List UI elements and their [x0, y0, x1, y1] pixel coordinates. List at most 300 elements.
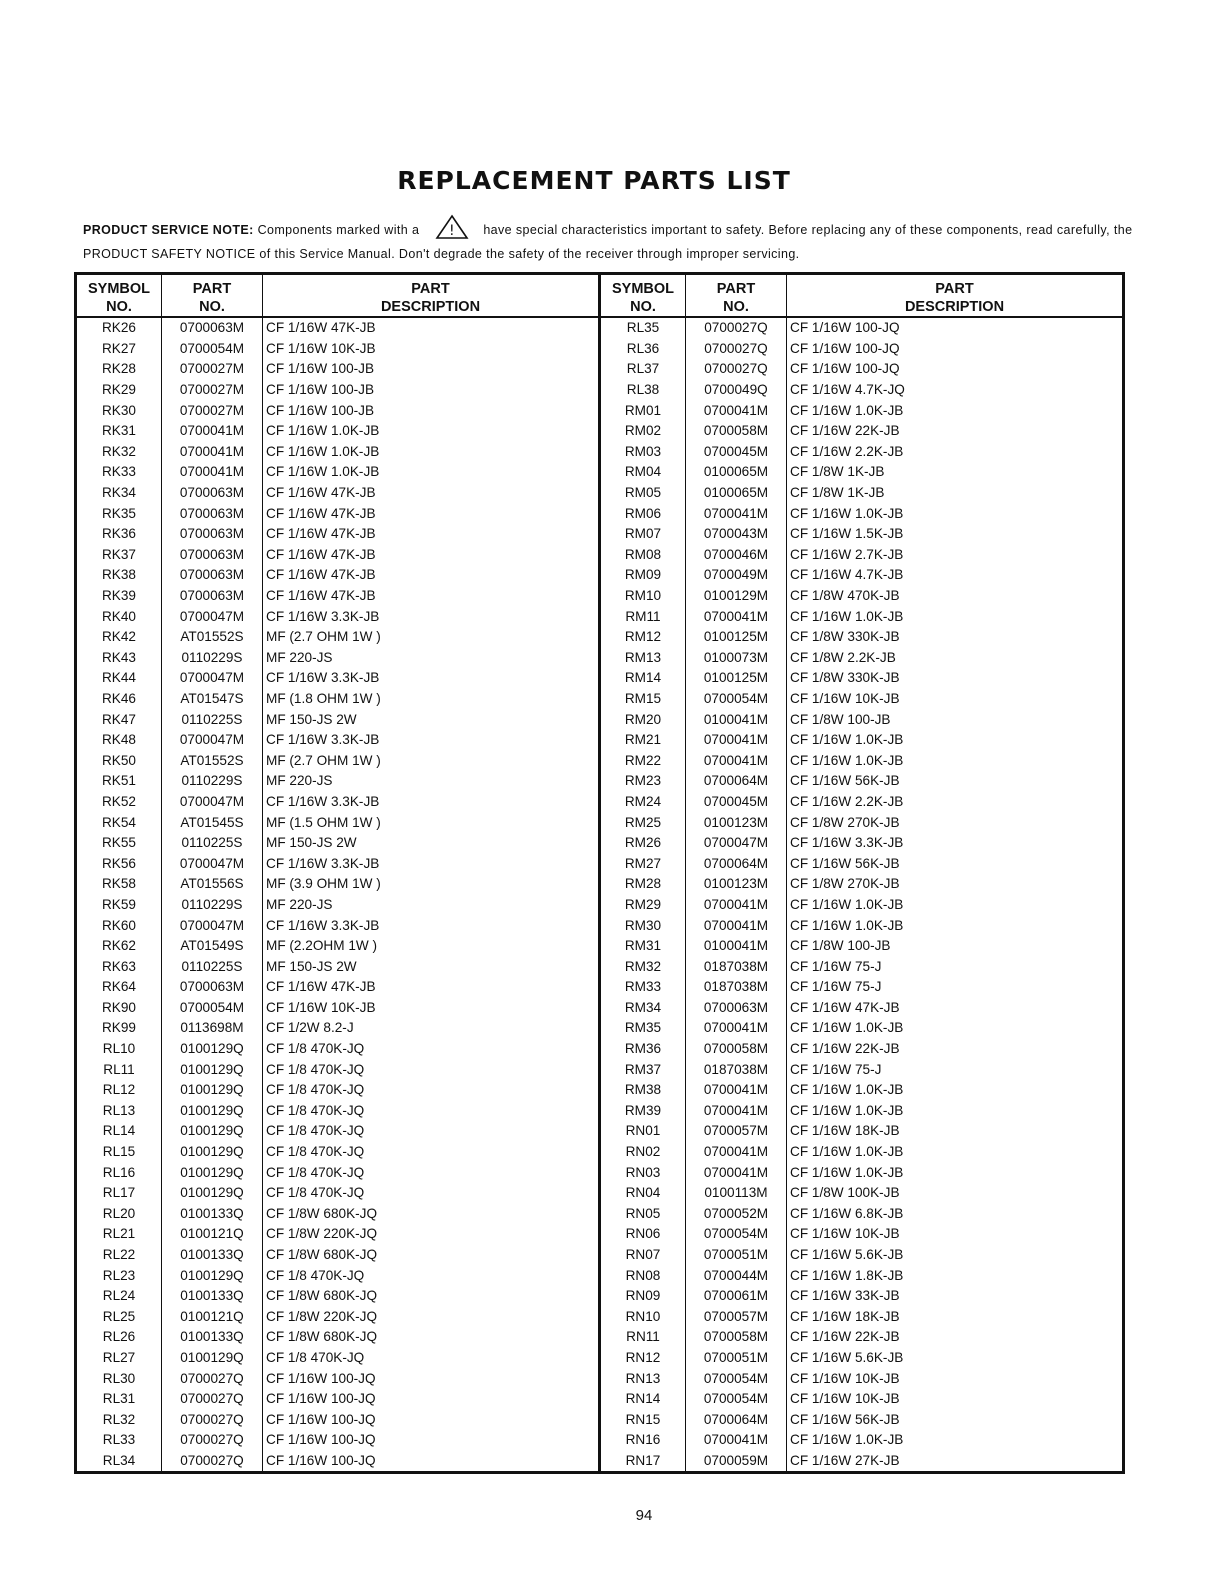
part-number-cell: 0110229S — [162, 771, 263, 792]
symbol-cell: RK37 — [76, 545, 162, 566]
symbol-cell: RL35 — [600, 317, 686, 339]
description-cell: CF 1/16W 10K-JB — [263, 998, 600, 1019]
part-number-cell: 0187038M — [686, 977, 787, 998]
part-number-cell: 0100129Q — [162, 1101, 263, 1122]
part-number-cell: 0100133Q — [162, 1204, 263, 1225]
part-number-cell: 0700041M — [686, 400, 787, 421]
part-number-cell: 0700051M — [686, 1348, 787, 1369]
header-part-no: PART NO. — [162, 274, 263, 318]
symbol-cell: RM37 — [600, 1059, 686, 1080]
description-cell: CF 1/16W 22K-JB — [787, 1039, 1124, 1060]
description-cell: MF 220-JS — [263, 895, 600, 916]
table-row — [76, 1327, 1124, 1348]
part-number-cell: 0700041M — [686, 750, 787, 771]
symbol-cell: RL36 — [600, 339, 686, 360]
part-number-cell: 0700041M — [686, 1018, 787, 1039]
table-row — [76, 1307, 1124, 1328]
part-number-cell: 0110229S — [162, 895, 263, 916]
symbol-cell: RM15 — [600, 689, 686, 710]
symbol-cell: RK56 — [76, 853, 162, 874]
description-cell: CF 1/8W 680K-JQ — [263, 1245, 600, 1266]
table-row — [76, 668, 1124, 689]
part-number-cell: 0700041M — [686, 915, 787, 936]
symbol-cell: RM03 — [600, 442, 686, 463]
description-cell: CF 1/16W 1.0K-JB — [787, 1101, 1124, 1122]
description-cell: CF 1/16W 1.0K-JB — [787, 750, 1124, 771]
description-cell: CF 1/16W 100-JQ — [263, 1451, 600, 1473]
table-row — [76, 1204, 1124, 1225]
symbol-cell: RL11 — [76, 1059, 162, 1080]
warning-triangle-icon — [435, 214, 469, 245]
table-row — [76, 1265, 1124, 1286]
symbol-cell: RM25 — [600, 812, 686, 833]
page-title: REPLACEMENT PARTS LIST — [397, 166, 791, 195]
description-cell: CF 1/16W 47K-JB — [263, 565, 600, 586]
table-row — [76, 853, 1124, 874]
symbol-cell: RM22 — [600, 750, 686, 771]
symbol-cell: RM21 — [600, 730, 686, 751]
description-cell: CF 1/8 470K-JQ — [263, 1265, 600, 1286]
part-number-cell: 0700041M — [162, 421, 263, 442]
description-cell: CF 1/16W 1.0K-JB — [263, 462, 600, 483]
symbol-cell: RK29 — [76, 380, 162, 401]
symbol-cell: RM13 — [600, 648, 686, 669]
table-row — [76, 812, 1124, 833]
symbol-cell: RN10 — [600, 1307, 686, 1328]
symbol-cell: RL38 — [600, 380, 686, 401]
part-number-cell: 0100129Q — [162, 1348, 263, 1369]
table-row — [76, 1142, 1124, 1163]
table-row — [76, 1121, 1124, 1142]
description-cell: CF 1/8W 470K-JB — [787, 586, 1124, 607]
symbol-cell: RN03 — [600, 1162, 686, 1183]
part-number-cell: 0700027Q — [686, 339, 787, 360]
description-cell: CF 1/16W 1.0K-JB — [787, 1080, 1124, 1101]
description-cell: MF (2.7 OHM 1W ) — [263, 750, 600, 771]
table-row — [76, 400, 1124, 421]
description-cell: CF 1/8W 270K-JB — [787, 874, 1124, 895]
symbol-cell: RN08 — [600, 1265, 686, 1286]
table-row — [76, 339, 1124, 360]
description-cell: CF 1/16W 75-J — [787, 956, 1124, 977]
svg-text:!: ! — [449, 223, 456, 239]
description-cell: CF 1/16W 75-J — [787, 1059, 1124, 1080]
description-cell: CF 1/16W 1.0K-JB — [787, 895, 1124, 916]
description-cell: CF 1/16W 47K-JB — [263, 524, 600, 545]
part-number-cell: 0700063M — [686, 998, 787, 1019]
symbol-cell: RM05 — [600, 483, 686, 504]
part-number-cell: AT01556S — [162, 874, 263, 895]
symbol-cell: RL14 — [76, 1121, 162, 1142]
part-number-cell: 0700058M — [686, 1327, 787, 1348]
description-cell: CF 1/16W 47K-JB — [263, 483, 600, 504]
part-number-cell: 0700041M — [162, 442, 263, 463]
symbol-cell: RN13 — [600, 1368, 686, 1389]
symbol-cell: RM30 — [600, 915, 686, 936]
table-row — [76, 833, 1124, 854]
description-cell: CF 1/8 470K-JQ — [263, 1039, 600, 1060]
symbol-cell: RK50 — [76, 750, 162, 771]
symbol-cell: RK43 — [76, 648, 162, 669]
symbol-cell: RM11 — [600, 606, 686, 627]
symbol-cell: RK38 — [76, 565, 162, 586]
table-row — [76, 1224, 1124, 1245]
symbol-cell: RK60 — [76, 915, 162, 936]
description-cell: CF 1/16W 3.3K-JB — [263, 915, 600, 936]
description-cell: CF 1/16W 5.6K-JB — [787, 1348, 1124, 1369]
symbol-cell: RN05 — [600, 1204, 686, 1225]
symbol-cell: RN11 — [600, 1327, 686, 1348]
symbol-cell: RK63 — [76, 956, 162, 977]
symbol-cell: RM12 — [600, 627, 686, 648]
table-row — [76, 915, 1124, 936]
part-number-cell: 0700041M — [686, 1080, 787, 1101]
part-number-cell: 0100129Q — [162, 1080, 263, 1101]
part-number-cell: 0700059M — [686, 1451, 787, 1473]
part-number-cell: AT01545S — [162, 812, 263, 833]
part-number-cell: 0700027Q — [162, 1451, 263, 1473]
part-number-cell: 0700063M — [162, 503, 263, 524]
description-cell: CF 1/8 470K-JQ — [263, 1142, 600, 1163]
table-row — [76, 730, 1124, 751]
table-row — [76, 483, 1124, 504]
table-row — [76, 1245, 1124, 1266]
symbol-cell: RL32 — [76, 1409, 162, 1430]
symbol-cell: RL13 — [76, 1101, 162, 1122]
symbol-cell: RL27 — [76, 1348, 162, 1369]
description-cell: CF 1/16W 100-JQ — [787, 339, 1124, 360]
part-number-cell: 0100123M — [686, 874, 787, 895]
description-cell: MF (2.7 OHM 1W ) — [263, 627, 600, 648]
symbol-cell: RM06 — [600, 503, 686, 524]
symbol-cell: RK35 — [76, 503, 162, 524]
part-number-cell: AT01549S — [162, 936, 263, 957]
symbol-cell: RM28 — [600, 874, 686, 895]
part-number-cell: 0100129Q — [162, 1142, 263, 1163]
description-cell: CF 1/16W 10K-JB — [787, 1368, 1124, 1389]
table-row — [76, 442, 1124, 463]
table-row — [76, 627, 1124, 648]
symbol-cell: RM26 — [600, 833, 686, 854]
part-number-cell: 0700049Q — [686, 380, 787, 401]
part-number-cell: 0100113M — [686, 1183, 787, 1204]
part-number-cell: 0700027Q — [162, 1389, 263, 1410]
symbol-cell: RM33 — [600, 977, 686, 998]
symbol-cell: RM32 — [600, 956, 686, 977]
table-row — [76, 1348, 1124, 1369]
description-cell: CF 1/16W 56K-JB — [787, 771, 1124, 792]
symbol-cell: RK39 — [76, 586, 162, 607]
part-number-cell: AT01552S — [162, 750, 263, 771]
table-row — [76, 709, 1124, 730]
description-cell: CF 1/16W 3.3K-JB — [787, 833, 1124, 854]
symbol-cell: RM02 — [600, 421, 686, 442]
symbol-cell: RL10 — [76, 1039, 162, 1060]
symbol-cell: RL12 — [76, 1080, 162, 1101]
symbol-cell: RK46 — [76, 689, 162, 710]
symbol-cell: RK99 — [76, 1018, 162, 1039]
description-cell: MF 150-JS 2W — [263, 709, 600, 730]
description-cell: CF 1/16W 3.3K-JB — [263, 606, 600, 627]
symbol-cell: RK30 — [76, 400, 162, 421]
description-cell: CF 1/16W 100-JQ — [263, 1430, 600, 1451]
table-row — [76, 586, 1124, 607]
symbol-cell: RM34 — [600, 998, 686, 1019]
table-row — [76, 1039, 1124, 1060]
description-cell: CF 1/16W 56K-JB — [787, 1409, 1124, 1430]
description-cell: CF 1/16W 22K-JB — [787, 421, 1124, 442]
description-cell: CF 1/8W 270K-JB — [787, 812, 1124, 833]
symbol-cell: RK90 — [76, 998, 162, 1019]
description-cell: MF (2.2OHM 1W ) — [263, 936, 600, 957]
table-row — [76, 1018, 1124, 1039]
symbol-cell: RN09 — [600, 1286, 686, 1307]
description-cell: CF 1/16W 4.7K-JB — [787, 565, 1124, 586]
part-number-cell: 0700047M — [162, 792, 263, 813]
symbol-cell: RK31 — [76, 421, 162, 442]
table-row — [76, 1183, 1124, 1204]
symbol-cell: RL31 — [76, 1389, 162, 1410]
description-cell: CF 1/16W 100-JB — [263, 400, 600, 421]
product-service-note — [83, 214, 1143, 263]
description-cell: CF 1/16W 100-JQ — [263, 1409, 600, 1430]
description-cell: CF 1/16W 100-JQ — [787, 359, 1124, 380]
symbol-cell: RN04 — [600, 1183, 686, 1204]
symbol-cell: RK47 — [76, 709, 162, 730]
description-cell: CF 1/16W 2.7K-JB — [787, 545, 1124, 566]
description-cell: CF 1/16W 3.3K-JB — [263, 792, 600, 813]
table-header-row — [76, 274, 1124, 318]
description-cell: CF 1/16W 56K-JB — [787, 853, 1124, 874]
part-number-cell: 0100065M — [686, 462, 787, 483]
description-cell: CF 1/16W 100-JB — [263, 359, 600, 380]
note-text-after-icon: have special characteristics important to safety. Before replacing any of these components, read carefully, the PRODUCT SAFETY NOTICE of this Service Manual. Don't degrade the safety of the receiver through improper servicing. — [83, 223, 1133, 261]
table-row — [76, 524, 1124, 545]
symbol-cell: RM31 — [600, 936, 686, 957]
symbol-cell: RK64 — [76, 977, 162, 998]
description-cell: CF 1/16W 2.2K-JB — [787, 792, 1124, 813]
part-number-cell: 0700054M — [686, 1389, 787, 1410]
symbol-cell: RL25 — [76, 1307, 162, 1328]
description-cell: CF 1/16W 100-JQ — [787, 317, 1124, 339]
part-number-cell: 0700054M — [162, 998, 263, 1019]
parts-table-body — [76, 317, 1124, 1473]
part-number-cell: 0100129Q — [162, 1183, 263, 1204]
table-row — [76, 1080, 1124, 1101]
description-cell: CF 1/8W 100-JB — [787, 709, 1124, 730]
header-part-description: PART DESCRIPTION — [263, 274, 600, 318]
header-part-no: PART NO. — [686, 274, 787, 318]
table-row — [76, 1430, 1124, 1451]
part-number-cell: 0700045M — [686, 442, 787, 463]
table-row — [76, 750, 1124, 771]
symbol-cell: RK28 — [76, 359, 162, 380]
description-cell: CF 1/16W 10K-JB — [787, 1224, 1124, 1245]
description-cell: CF 1/8W 680K-JQ — [263, 1286, 600, 1307]
table-row — [76, 792, 1124, 813]
table-row — [76, 1162, 1124, 1183]
symbol-cell: RM09 — [600, 565, 686, 586]
part-number-cell: 0700063M — [162, 565, 263, 586]
part-number-cell: 0100133Q — [162, 1245, 263, 1266]
description-cell: CF 1/16W 1.0K-JB — [787, 915, 1124, 936]
symbol-cell: RK62 — [76, 936, 162, 957]
symbol-cell: RM14 — [600, 668, 686, 689]
part-number-cell: 0700027M — [162, 400, 263, 421]
description-cell: CF 1/8W 330K-JB — [787, 668, 1124, 689]
part-number-cell: 0700027Q — [162, 1409, 263, 1430]
description-cell: CF 1/16W 47K-JB — [787, 998, 1124, 1019]
table-row — [76, 689, 1124, 710]
description-cell: CF 1/8 470K-JQ — [263, 1348, 600, 1369]
part-number-cell: 0110229S — [162, 648, 263, 669]
part-number-cell: 0700051M — [686, 1245, 787, 1266]
symbol-cell: RK51 — [76, 771, 162, 792]
symbol-cell: RM07 — [600, 524, 686, 545]
description-cell: CF 1/8W 2.2K-JB — [787, 648, 1124, 669]
part-number-cell: 0700049M — [686, 565, 787, 586]
description-cell: CF 1/16W 3.3K-JB — [263, 853, 600, 874]
symbol-cell: RK44 — [76, 668, 162, 689]
symbol-cell: RL17 — [76, 1183, 162, 1204]
description-cell: CF 1/16W 100-JB — [263, 380, 600, 401]
description-cell: CF 1/16W 6.8K-JB — [787, 1204, 1124, 1225]
part-number-cell: 0100129Q — [162, 1162, 263, 1183]
header-symbol-no: SYMBOL NO. — [76, 274, 162, 318]
table-row — [76, 359, 1124, 380]
description-cell: CF 1/16W 47K-JB — [263, 503, 600, 524]
symbol-cell: RM35 — [600, 1018, 686, 1039]
part-number-cell: 0100041M — [686, 936, 787, 957]
part-number-cell: 0700057M — [686, 1307, 787, 1328]
part-number-cell: 0700054M — [686, 689, 787, 710]
description-cell: CF 1/16W 3.3K-JB — [263, 668, 600, 689]
symbol-cell: RL22 — [76, 1245, 162, 1266]
part-number-cell: 0700052M — [686, 1204, 787, 1225]
part-number-cell: 0700063M — [162, 586, 263, 607]
part-number-cell: 0100129Q — [162, 1121, 263, 1142]
part-number-cell: 0100129Q — [162, 1265, 263, 1286]
symbol-cell: RK32 — [76, 442, 162, 463]
symbol-cell: RM20 — [600, 709, 686, 730]
table-row — [76, 956, 1124, 977]
description-cell: CF 1/8W 330K-JB — [787, 627, 1124, 648]
part-number-cell: 0700027Q — [686, 317, 787, 339]
description-cell: MF 150-JS 2W — [263, 956, 600, 977]
description-cell: CF 1/16W 27K-JB — [787, 1451, 1124, 1473]
description-cell: CF 1/8 470K-JQ — [263, 1162, 600, 1183]
description-cell: CF 1/16W 1.5K-JB — [787, 524, 1124, 545]
symbol-cell: RK26 — [76, 317, 162, 339]
part-number-cell: 0700047M — [162, 730, 263, 751]
part-number-cell: 0700047M — [162, 606, 263, 627]
description-cell: CF 1/8W 1K-JB — [787, 483, 1124, 504]
part-number-cell: 0700046M — [686, 545, 787, 566]
part-number-cell: 0700027M — [162, 380, 263, 401]
symbol-cell: RM36 — [600, 1039, 686, 1060]
part-number-cell: 0700063M — [162, 545, 263, 566]
description-cell: MF (3.9 OHM 1W ) — [263, 874, 600, 895]
header-symbol-no: SYMBOL NO. — [600, 274, 686, 318]
description-cell: MF 220-JS — [263, 771, 600, 792]
replacement-parts-table — [74, 272, 1125, 1474]
description-cell: CF 1/16W 4.7K-JQ — [787, 380, 1124, 401]
symbol-cell: RM27 — [600, 853, 686, 874]
symbol-cell: RL16 — [76, 1162, 162, 1183]
part-number-cell: 0100041M — [686, 709, 787, 730]
part-number-cell: 0100073M — [686, 648, 787, 669]
part-number-cell: AT01552S — [162, 627, 263, 648]
symbol-cell: RL34 — [76, 1451, 162, 1473]
symbol-cell: RK40 — [76, 606, 162, 627]
description-cell: CF 1/16W 100-JQ — [263, 1389, 600, 1410]
description-cell: CF 1/8W 220K-JQ — [263, 1224, 600, 1245]
part-number-cell: 0700057M — [686, 1121, 787, 1142]
description-cell: CF 1/16W 3.3K-JB — [263, 730, 600, 751]
table-row — [76, 421, 1124, 442]
part-number-cell: 0700041M — [686, 895, 787, 916]
symbol-cell: RN16 — [600, 1430, 686, 1451]
table-row — [76, 317, 1124, 339]
table-row — [76, 380, 1124, 401]
description-cell: CF 1/16W 1.0K-JB — [787, 400, 1124, 421]
symbol-cell: RL33 — [76, 1430, 162, 1451]
symbol-cell: RK48 — [76, 730, 162, 751]
description-cell: CF 1/16W 1.0K-JB — [787, 1142, 1124, 1163]
part-number-cell: 0700054M — [686, 1368, 787, 1389]
table-row — [76, 503, 1124, 524]
table-row — [76, 771, 1124, 792]
symbol-cell: RL24 — [76, 1286, 162, 1307]
description-cell: CF 1/2W 8.2-J — [263, 1018, 600, 1039]
description-cell: CF 1/16W 1.0K-JB — [263, 421, 600, 442]
symbol-cell: RN02 — [600, 1142, 686, 1163]
part-number-cell: 0187038M — [686, 956, 787, 977]
symbol-cell: RM23 — [600, 771, 686, 792]
part-number-cell: 0100121Q — [162, 1224, 263, 1245]
description-cell: MF 150-JS 2W — [263, 833, 600, 854]
symbol-cell: RN15 — [600, 1409, 686, 1430]
table-row — [76, 1286, 1124, 1307]
part-number-cell: 0100121Q — [162, 1307, 263, 1328]
symbol-cell: RL15 — [76, 1142, 162, 1163]
symbol-cell: RL21 — [76, 1224, 162, 1245]
table-row — [76, 1059, 1124, 1080]
part-number-cell: 0700054M — [162, 339, 263, 360]
part-number-cell: AT01547S — [162, 689, 263, 710]
part-number-cell: 0700027Q — [162, 1430, 263, 1451]
description-cell: CF 1/16W 1.0K-JB — [787, 503, 1124, 524]
table-row — [76, 1368, 1124, 1389]
table-row — [76, 977, 1124, 998]
part-number-cell: 0700064M — [686, 853, 787, 874]
symbol-cell: RM39 — [600, 1101, 686, 1122]
part-number-cell: 0700041M — [686, 503, 787, 524]
table-row — [76, 565, 1124, 586]
table-row — [76, 998, 1124, 1019]
description-cell: CF 1/8 470K-JQ — [263, 1101, 600, 1122]
part-number-cell: 0700027Q — [162, 1368, 263, 1389]
description-cell: CF 1/16W 10K-JB — [263, 339, 600, 360]
symbol-cell: RK36 — [76, 524, 162, 545]
symbol-cell: RK55 — [76, 833, 162, 854]
description-cell: CF 1/16W 47K-JB — [263, 545, 600, 566]
part-number-cell: 0187038M — [686, 1059, 787, 1080]
description-cell: CF 1/8W 680K-JQ — [263, 1204, 600, 1225]
table-row — [76, 1451, 1124, 1473]
part-number-cell: 0700047M — [686, 833, 787, 854]
part-number-cell: 0100129M — [686, 586, 787, 607]
